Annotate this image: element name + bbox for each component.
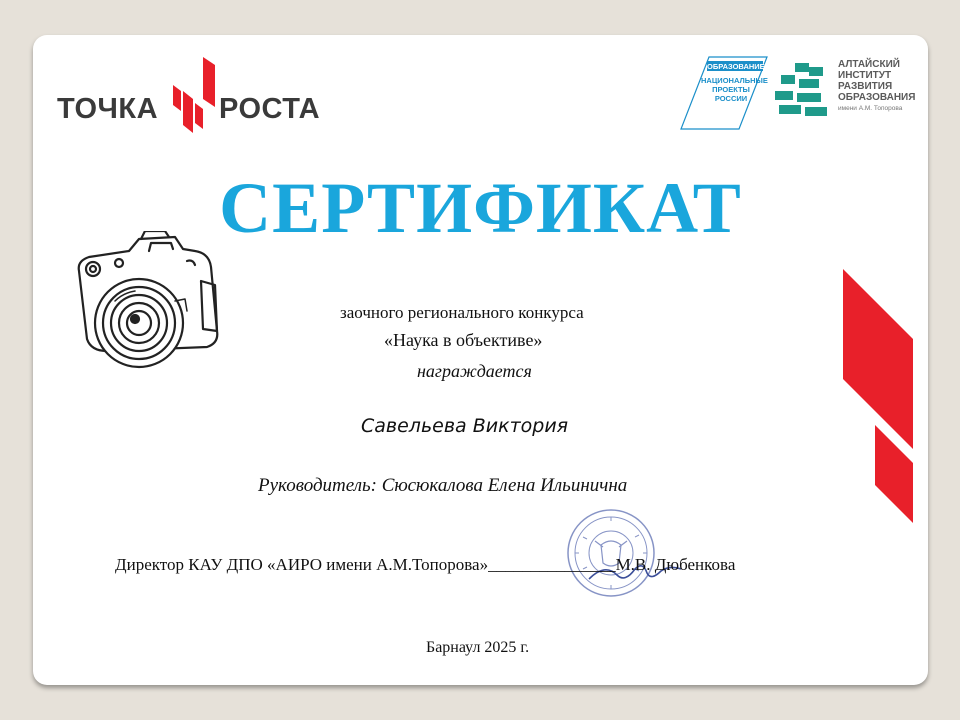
contest-name: «Наука в объективе» (384, 330, 543, 350)
supervisor-line: Руководитель: Сюсюкалова Елена Ильинична (258, 475, 628, 496)
certificate-title: СЕРТИФИКАТ (219, 168, 742, 248)
national-projects-line1: НАЦИОНАЛЬНЫЕ (701, 76, 768, 85)
contest-line: заочного регионального конкурса (340, 303, 584, 322)
national-projects-line3: РОССИИ (714, 94, 748, 103)
camera-icon (67, 231, 227, 381)
tochka-logo-right-text: РОСТА (219, 93, 321, 125)
awarded-label: награждается (417, 361, 532, 381)
director-line: Директор КАУ ДПО «АИРО имени А.М.Топорова»_______________М.В. Дюбенкова (115, 555, 736, 574)
city-year: Барнаул 2025 г. (426, 639, 530, 656)
tochka-logo-left-text: ТОЧКА (57, 93, 159, 125)
airo-logo-icon (773, 61, 833, 121)
recipient-name: Савельева Виктория (361, 415, 569, 437)
certificate-card (33, 35, 928, 685)
red-chevron-decoration (841, 267, 928, 527)
airo-logo-text: АЛТАЙСКИЙ ИНСТИТУТ РАЗВИТИЯ ОБРАЗОВАНИЯ имени А.М. Топорова (838, 59, 916, 112)
national-projects-top-label: ОБРАЗОВАНИЕ (707, 62, 765, 71)
tochka-rosta-logo-icon (169, 55, 219, 145)
national-projects-line2: ПРОЕКТЫ (712, 85, 750, 94)
